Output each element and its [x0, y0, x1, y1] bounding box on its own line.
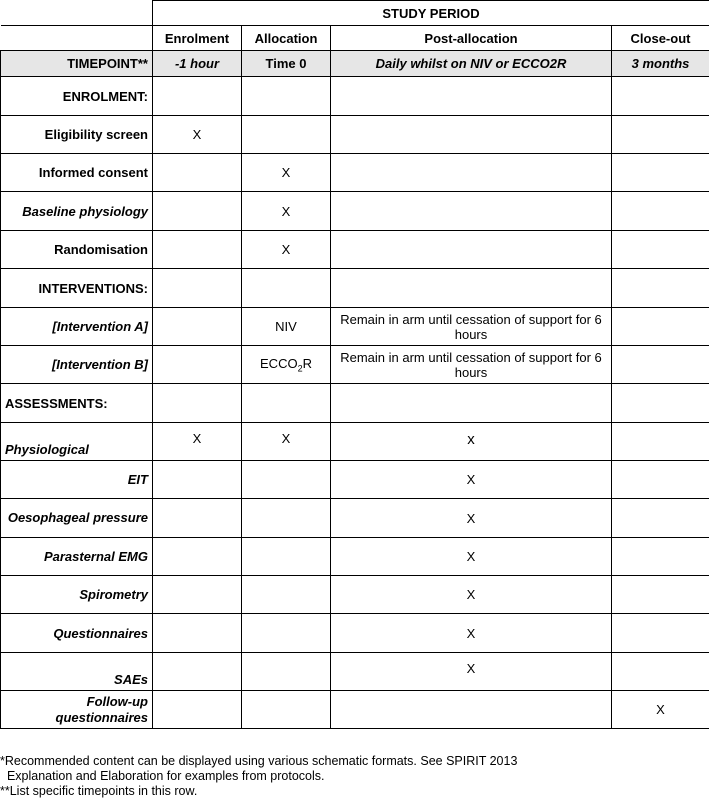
table-row [1, 461, 709, 499]
schedule-mark: X [242, 192, 331, 231]
row-label: Parasternal EMG [1, 538, 153, 576]
schedule-mark: X [242, 231, 331, 269]
schedule-mark: x [331, 423, 612, 461]
table-row [1, 192, 709, 231]
schedule-mark [242, 653, 331, 691]
timepoint-close-out: 3 months [612, 51, 709, 77]
schedule-mark [612, 461, 709, 499]
schedule-mark [153, 154, 242, 192]
schedule-mark [331, 192, 612, 231]
interventions-section-label: INTERVENTIONS: [1, 269, 153, 308]
row-label: Baseline physiology [1, 192, 153, 231]
row-label: Oesophageal pressure [1, 499, 153, 538]
schedule-mark [153, 192, 242, 231]
table-row [1, 653, 709, 691]
row-label: Randomisation [1, 231, 153, 269]
allocation-niv: NIV [242, 308, 331, 346]
row-label: [Intervention B] [1, 346, 153, 384]
schedule-mark [331, 231, 612, 269]
schedule-mark [242, 614, 331, 653]
schedule-mark [612, 192, 709, 231]
ecco2r-main: ECCO [260, 355, 298, 371]
ecco2r-subscript: 2 [297, 363, 303, 374]
post-allocation-text: Remain in arm until cessation of support for 6 hours [331, 346, 612, 384]
schedule-mark [612, 653, 709, 691]
timepoint-allocation: Time 0 [242, 51, 331, 77]
schedule-mark [612, 116, 709, 154]
schedule-mark: X [242, 154, 331, 192]
schedule-mark: X [331, 499, 612, 538]
schedule-cell [153, 308, 242, 346]
timepoint-label: TIMEPOINT** [1, 51, 153, 77]
schedule-mark [331, 116, 612, 154]
row-label: Informed consent [1, 154, 153, 192]
footnote-line: **List specific timepoints in this row. [0, 784, 198, 798]
schedule-mark [612, 499, 709, 538]
row-label: [Intervention A] [1, 308, 153, 346]
table-row [1, 614, 709, 653]
schedule-mark [242, 538, 331, 576]
table-row [1, 423, 709, 461]
schedule-mark [153, 653, 242, 691]
schedule-mark [153, 576, 242, 614]
study-period-row [1, 1, 709, 26]
table-row [1, 576, 709, 614]
post-allocation-text: Remain in arm until cessation of support for 6 hours [331, 308, 612, 346]
schedule-mark [331, 154, 612, 192]
table-row [1, 691, 709, 729]
schedule-mark [612, 538, 709, 576]
row-label: EIT [1, 461, 153, 499]
schedule-mark: X [331, 614, 612, 653]
schedule-cell [612, 346, 709, 384]
blank-corner-cell [1, 26, 153, 51]
schedule-cell [153, 346, 242, 384]
schedule-mark [153, 538, 242, 576]
schedule-mark: X [242, 423, 331, 461]
schedule-mark [153, 614, 242, 653]
timepoint-post-allocation: Daily whilst on NIV or ECCO2R [331, 51, 612, 77]
timepoint-row [1, 51, 709, 77]
row-label: Spirometry [1, 576, 153, 614]
col-enrolment-header: Enrolment [153, 26, 242, 51]
schedule-mark [153, 231, 242, 269]
schedule-mark: X [331, 653, 612, 691]
row-label: Eligibility screen [1, 116, 153, 154]
row-label: Physiological [1, 423, 153, 461]
schedule-mark [331, 691, 612, 729]
schedule-mark [153, 461, 242, 499]
schedule-mark: X [612, 691, 709, 729]
schedule-mark [612, 154, 709, 192]
ecco2r-tail: R [302, 355, 312, 371]
enrolment-section-row [1, 77, 709, 116]
schedule-mark [612, 231, 709, 269]
table-row [1, 116, 709, 154]
schedule-mark [612, 614, 709, 653]
schedule-mark [242, 116, 331, 154]
schedule-mark: X [331, 538, 612, 576]
enrolment-section-label: ENROLMENT: [1, 77, 153, 116]
table-row [1, 231, 709, 269]
timepoint-enrolment: -1 hour [153, 51, 242, 77]
schedule-mark: X [153, 423, 242, 461]
study-period-header: STUDY PERIOD [153, 1, 709, 26]
assessments-section-label: ASSESSMENTS: [1, 384, 153, 423]
row-label: Questionnaires [1, 614, 153, 653]
table-row [1, 154, 709, 192]
schedule-mark [612, 576, 709, 614]
schedule-mark: X [153, 116, 242, 154]
schedule-mark [242, 576, 331, 614]
col-allocation-header: Allocation [242, 26, 331, 51]
interventions-section-row [1, 269, 709, 308]
schedule-mark [612, 423, 709, 461]
footnotes [0, 754, 709, 799]
table-row [1, 538, 709, 576]
schedule-mark: X [331, 576, 612, 614]
schedule-mark: X [331, 461, 612, 499]
row-label: Follow-up questionnaires [1, 691, 153, 729]
schedule-mark [242, 499, 331, 538]
schedule-mark [242, 461, 331, 499]
schedule-mark [153, 499, 242, 538]
col-post-allocation-header: Post-allocation [331, 26, 612, 51]
footnote-line: Explanation and Elaboration for examples from protocols. [0, 769, 325, 783]
schedule-cell [612, 308, 709, 346]
schedule-mark [242, 691, 331, 729]
assessments-section-row [1, 384, 709, 423]
table-row [1, 499, 709, 538]
table-row [1, 308, 709, 346]
blank-corner-cell [1, 1, 153, 26]
table-row [1, 346, 709, 384]
row-label: SAEs [1, 653, 153, 691]
col-close-out-header: Close-out [612, 26, 709, 51]
footnote-line: *Recommended content can be displayed using various schematic formats. See SPIRIT 2013 [0, 754, 518, 768]
allocation-ecco2r [242, 346, 331, 384]
phase-header-row [1, 26, 709, 51]
schedule-mark [153, 691, 242, 729]
